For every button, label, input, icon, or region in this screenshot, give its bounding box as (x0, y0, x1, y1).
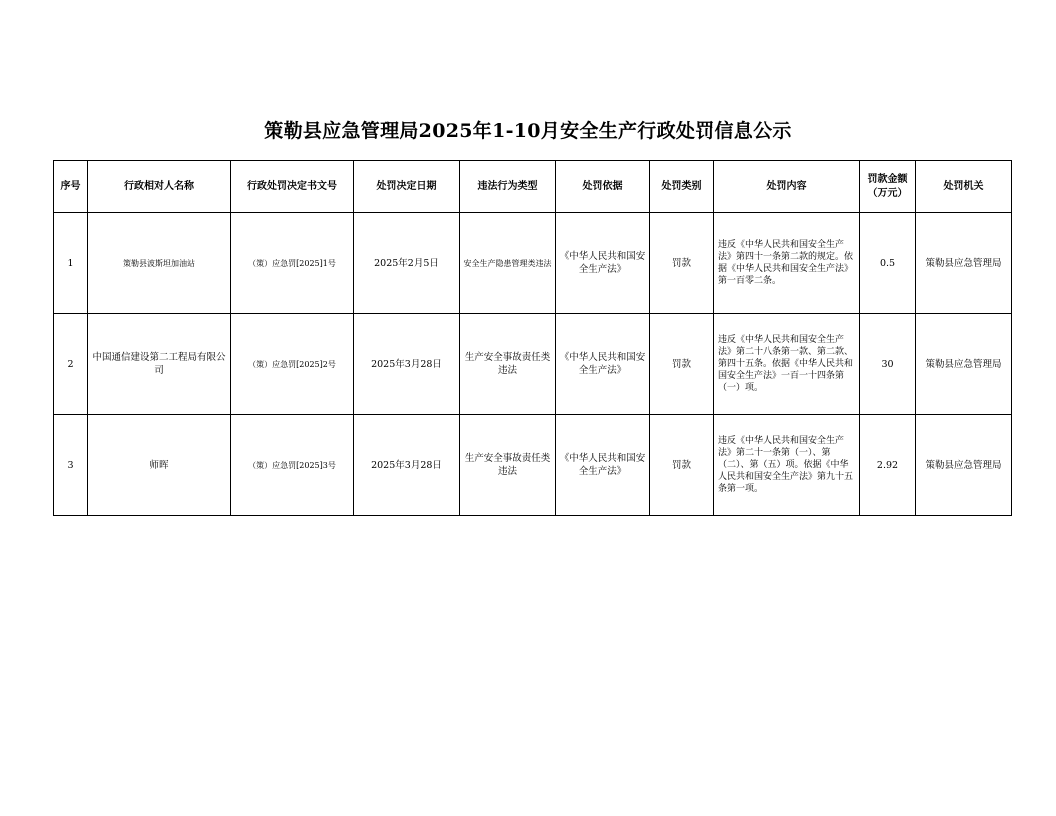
cell-violation-type: 生产安全事故责任类违法 (460, 314, 556, 415)
cell-category: 罚款 (650, 415, 714, 516)
cell-content: 违反《中华人民共和国安全生产法》第二十一条第（一）、第（二）、第（五）项。依据《中华人民共和国安全生产法》第九十五条第一项。 (714, 415, 860, 516)
cell-content: 违反《中华人民共和国安全生产法》第二十八条第一款、第二款、第四十五条。依据《中华人民共和国安全生产法》一百一十四条第（一）项。 (714, 314, 860, 415)
cell-authority: 策勒县应急管理局 (916, 314, 1012, 415)
header-party: 行政相对人名称 (88, 161, 231, 213)
cell-doc-no: （策）应急罚[2025]3号 (231, 415, 354, 516)
cell-no: 1 (54, 213, 88, 314)
cell-category: 罚款 (650, 314, 714, 415)
header-date: 处罚决定日期 (354, 161, 460, 213)
cell-amount: 0.5 (860, 213, 916, 314)
cell-party: 策勒县波斯坦加油站 (88, 213, 231, 314)
header-basis: 处罚依据 (556, 161, 650, 213)
cell-content: 违反《中华人民共和国安全生产法》第四十一条第二款的规定。依据《中华人民共和国安全生产法》第一百零二条。 (714, 213, 860, 314)
cell-basis: 《中华人民共和国安全生产法》 (556, 213, 650, 314)
header-amount: 罚款金额（万元） (860, 161, 916, 213)
cell-doc-no: （策）应急罚[2025]2号 (231, 314, 354, 415)
header-authority: 处罚机关 (916, 161, 1012, 213)
table-header-row (54, 161, 1012, 213)
cell-date: 2025年2月5日 (354, 213, 460, 314)
table-row (54, 415, 1012, 516)
header-no: 序号 (54, 161, 88, 213)
header-content: 处罚内容 (714, 161, 860, 213)
header-category: 处罚类别 (650, 161, 714, 213)
cell-basis: 《中华人民共和国安全生产法》 (556, 314, 650, 415)
cell-category: 罚款 (650, 213, 714, 314)
cell-date: 2025年3月28日 (354, 415, 460, 516)
penalty-table (53, 160, 1012, 516)
cell-authority: 策勒县应急管理局 (916, 213, 1012, 314)
header-doc-no: 行政处罚决定书文号 (231, 161, 354, 213)
page-title: 策勒县应急管理局2025年1-10月安全生产行政处罚信息公示 (264, 120, 792, 142)
cell-amount: 30 (860, 314, 916, 415)
cell-no: 3 (54, 415, 88, 516)
cell-no: 2 (54, 314, 88, 415)
table-row (54, 314, 1012, 415)
cell-party: 师晖 (88, 415, 231, 516)
cell-basis: 《中华人民共和国安全生产法》 (556, 415, 650, 516)
cell-authority: 策勒县应急管理局 (916, 415, 1012, 516)
table-row (54, 213, 1012, 314)
header-violation-type: 违法行为类型 (460, 161, 556, 213)
cell-date: 2025年3月28日 (354, 314, 460, 415)
cell-violation-type: 安全生产隐患管理类违法 (460, 213, 556, 314)
cell-doc-no: （策）应急罚[2025]1号 (231, 213, 354, 314)
cell-amount: 2.92 (860, 415, 916, 516)
cell-violation-type: 生产安全事故责任类违法 (460, 415, 556, 516)
cell-party: 中国通信建设第二工程局有限公司 (88, 314, 231, 415)
